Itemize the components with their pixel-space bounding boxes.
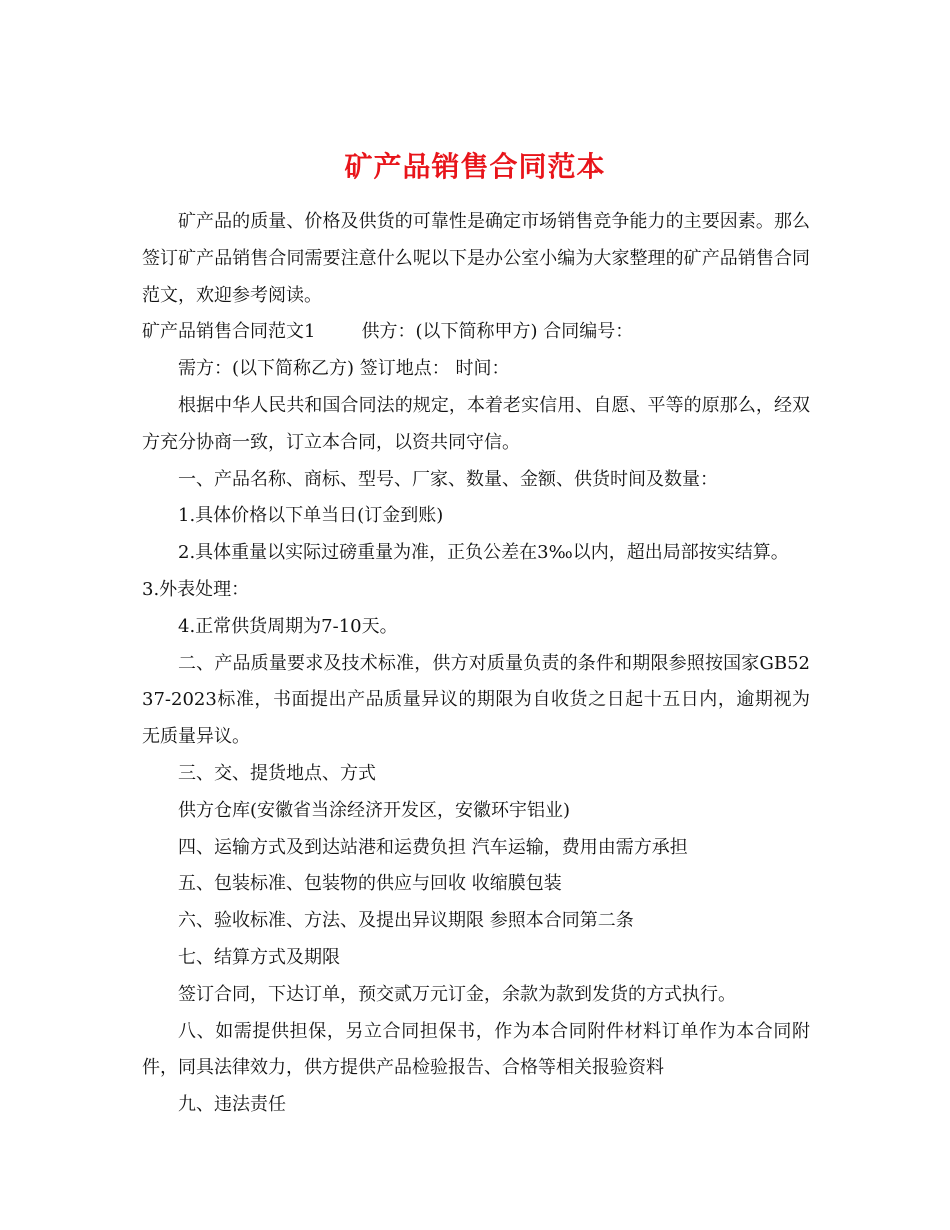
section-3-heading: 三、交、提货地点、方式 xyxy=(178,762,376,784)
section-5-paragraph: 五、包装标准、包装物的供应与回收 收缩膜包装 xyxy=(178,873,562,895)
document-title: 矿产品销售合同范本 xyxy=(344,149,606,183)
document-body xyxy=(142,204,810,1124)
section-8-paragraph: 八、如需提供担保，另立合同担保书，作为本合同附件材料订单作为本合同附件，同具法律效力，供方提供产品检验报告、合格等相关报验资料 xyxy=(142,1020,810,1079)
section-7-heading: 七、结算方式及期限 xyxy=(178,946,340,968)
section-1-item-4: 4.正常供货周期为7-10天。 xyxy=(178,615,398,637)
intro-paragraph: 矿产品的质量、价格及供货的可靠性是确定市场销售竞争能力的主要因素。那么签订矿产品销售合同需要注意什么呢以下是办公室小编为大家整理的矿产品销售合同范文，欢迎参考阅读。 xyxy=(142,211,810,306)
section-3-detail: 供方仓库(安徽省当涂经济开发区，安徽环宇铝业) xyxy=(178,799,571,821)
section-9-heading: 九、违法责任 xyxy=(178,1094,286,1116)
section-4-paragraph: 四、运输方式及到达站港和运费负担 汽车运输，费用由需方承担 xyxy=(178,836,688,858)
sample-header-line xyxy=(142,314,810,351)
supplier-line: 供方：(以下简称甲方) 合同编号： xyxy=(361,321,634,343)
section-1-heading: 一、产品名称、商标、型号、厂家、数量、金额、供货时间及数量： xyxy=(178,468,718,490)
buyer-line: 需方：(以下简称乙方) 签订地点： 时间： xyxy=(178,358,510,380)
section-2-paragraph: 二、产品质量要求及技术标准，供方对质量负责的条件和期限参照按国家GB5237-2023标准，书面提出产品质量异议的期限为自收货之日起十五日内，逾期视为无质量异议。 xyxy=(142,652,810,748)
preamble-paragraph: 根据中华人民共和国合同法的规定，本着老实信用、自愿、平等的原那么，经双方充分协商一致，订立本合同，以资共同守信。 xyxy=(142,394,810,453)
sample-label: 矿产品销售合同范文1 xyxy=(142,321,316,343)
section-7-detail: 签订合同，下达订单，预交贰万元订金，余款为款到发货的方式执行。 xyxy=(178,983,736,1005)
section-6-paragraph: 六、验收标准、方法、及提出异议期限 参照本合同第二条 xyxy=(178,910,634,932)
section-1-item-1: 1.具体价格以下单当日(订金到账) xyxy=(178,505,444,527)
section-1-item-3: 3.外表处理： xyxy=(142,578,250,600)
section-1-item-2: 2.具体重量以实际过磅重量为准，正负公差在3‰以内，超出局部按实结算。 xyxy=(178,542,789,564)
